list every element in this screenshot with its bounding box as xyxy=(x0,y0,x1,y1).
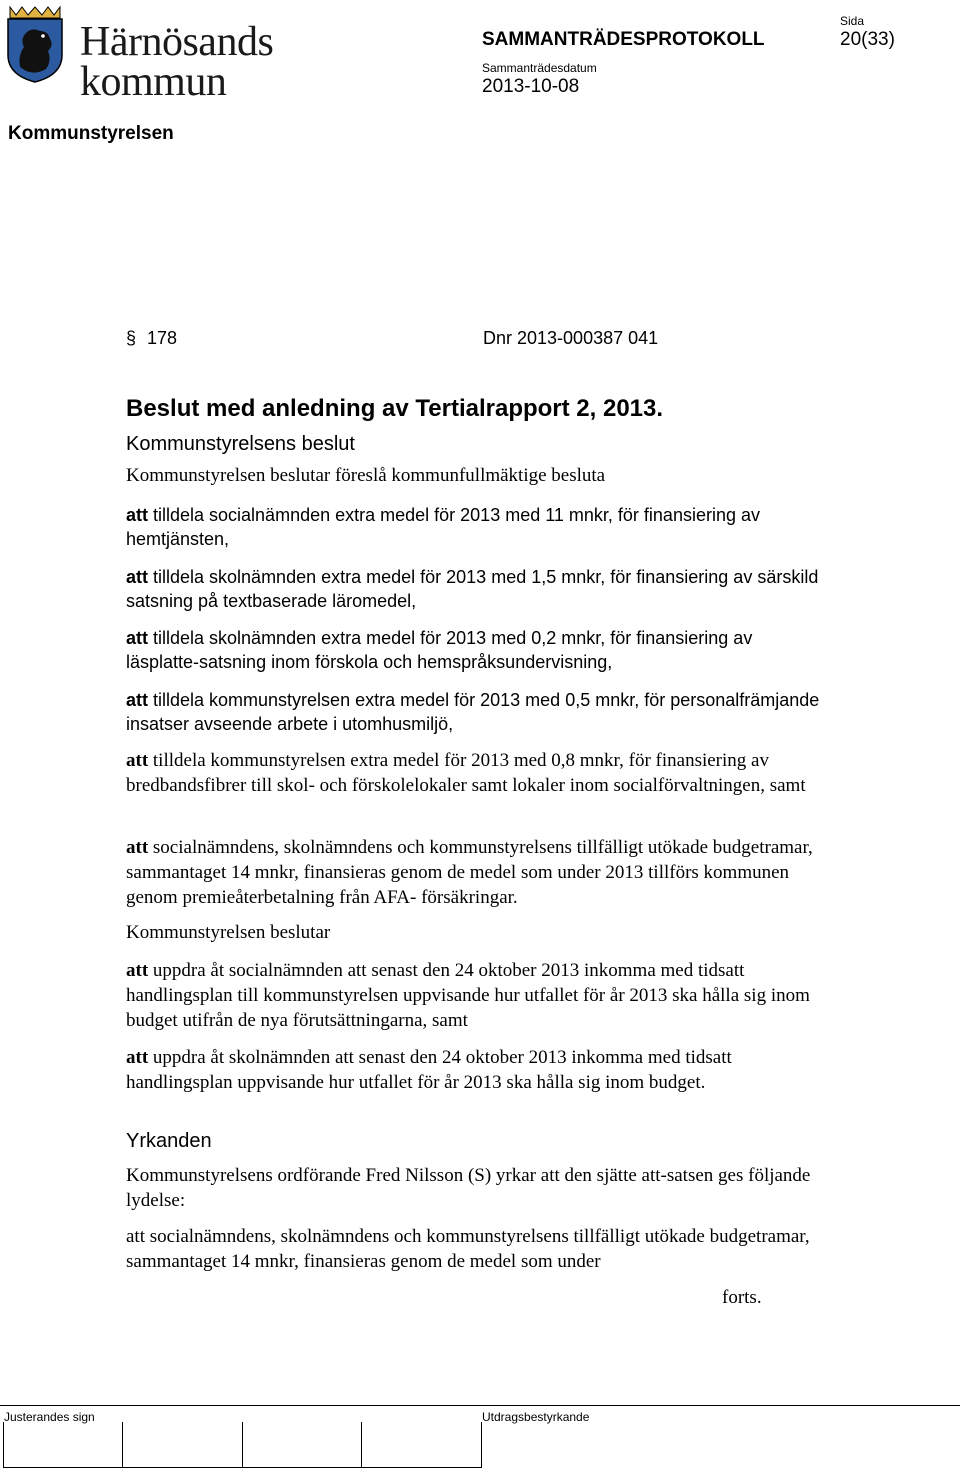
paragraph-number xyxy=(126,328,177,349)
utdragsbestyrkande-label: Utdragsbestyrkande xyxy=(482,1410,590,1424)
att-keyword: att xyxy=(126,750,149,771)
organization-name: Kommunstyrelsen xyxy=(8,123,174,144)
att-keyword: att xyxy=(126,628,148,648)
paragraph-number-value: 178 xyxy=(147,328,178,348)
att-keyword: att xyxy=(126,567,148,587)
att-keyword: att xyxy=(126,505,148,525)
case-number: Dnr 2013-000387 041 xyxy=(483,328,659,348)
decision-subheading: Kommunstyrelsens beslut xyxy=(126,433,355,455)
intro-text: Kommunstyrelsen beslutar föreslå kommunfullmäktige besluta xyxy=(126,465,606,486)
att-clause-4 xyxy=(126,688,826,736)
att-clause-text: tilldela socialnämnden extra medel för 2013 med 11 mnkr, för finansiering av hemtjänsten, xyxy=(126,505,760,549)
yrkanden-heading: Yrkanden xyxy=(126,1130,212,1152)
coat-of-arms-icon xyxy=(6,5,64,83)
page-number: 20(33) xyxy=(840,29,895,50)
att-keyword: att xyxy=(126,837,149,858)
page-label: Sida xyxy=(840,14,865,28)
att-keyword: att xyxy=(126,1047,149,1068)
att-clause-text: tilldela kommunstyrelsen extra medel för 2013 med 0,8 mnkr, för finansiering av bredbandsfibrer till skol- och förskolelokaler samt lokaler inom socialförvaltningen, samt xyxy=(126,750,806,796)
page-title: Beslut med anledning av Tertialrapport 2, 2013. xyxy=(126,395,664,422)
att-clause-1 xyxy=(126,503,826,551)
att-clause-3 xyxy=(126,626,826,674)
att-clause-text: uppdra åt socialnämnden att senast den 24 oktober 2013 inkomma med tidsatt handlingsplan till kommunstyrelsen uppvisande hur utfallet för år 2013 ska hålla sig inom budget utifrån de nya förutsättningarna, samt xyxy=(126,960,810,1031)
att-clause-text: tilldela skolnämnden extra medel för 2013 med 1,5 mnkr, för finansiering av särskild satsning på textbaserade läromedel, xyxy=(126,567,819,611)
footer-divider xyxy=(0,1405,960,1406)
att-clause-6 xyxy=(126,835,826,910)
signature-box-divider xyxy=(3,1422,4,1468)
logo-line-2: kommun xyxy=(80,59,227,105)
signature-box-bottom xyxy=(3,1467,481,1468)
municipality-logo xyxy=(80,19,274,105)
att-keyword: att xyxy=(126,960,149,981)
att-keyword: att xyxy=(126,690,148,710)
att-clause-text: uppdra åt skolnämnden att senast den 24 oktober 2013 inkomma med tidsatt handlingsplan uppvisande hur utfallet för år 2013 ska hålla sig inom budget. xyxy=(126,1047,732,1093)
att-clause-text: socialnämndens, skolnämndens och kommunstyrelsens tillfälligt utökade budgetramar, sammantaget 14 mnkr, finansieras genom de medel som under 2013 tillförs kommunen genom premieåterbetalning från AFA- försäkringar. xyxy=(126,837,813,908)
signature-box-divider xyxy=(361,1422,362,1468)
yrkanden-text: Kommunstyrelsens ordförande Fred Nilsson (S) yrkar att den sjätte att-satsen ges följande lydelse: xyxy=(126,1165,811,1211)
continued-marker: forts. xyxy=(722,1287,762,1308)
paragraph-symbol: § xyxy=(126,328,137,348)
att-clause-5 xyxy=(126,748,826,798)
protocol-title: SAMMANTRÄDESPROTOKOLL xyxy=(482,29,765,50)
att-clause-7 xyxy=(126,958,826,1033)
ks-decision-label: Kommunstyrelsen beslutar xyxy=(126,922,331,943)
att-clause-text: tilldela skolnämnden extra medel för 2013 med 0,2 mnkr, för finansiering av läsplatte-satsning inom förskola och hemspråksundervisning, xyxy=(126,628,753,672)
signature-box-divider xyxy=(122,1422,123,1468)
signature-box-divider xyxy=(242,1422,243,1468)
date-label: Sammanträdesdatum xyxy=(482,61,597,75)
att-clause-8 xyxy=(126,1045,826,1095)
date-value: 2013-10-08 xyxy=(482,76,580,97)
justerandes-sign-label: Justerandes sign xyxy=(4,1410,95,1424)
att-clause-text: tilldela kommunstyrelsen extra medel för 2013 med 0,5 mnkr, för personalfrämjande insatser avseende arbete i utomhusmiljö, xyxy=(126,690,820,734)
logo-line-1: Härnösands xyxy=(80,19,274,65)
att-clause-2 xyxy=(126,565,826,613)
quoted-clause: att socialnämndens, skolnämndens och kommunstyrelsens tillfälligt utökade budgetramar, sammantaget 14 mnkr, finansieras genom de medel som under xyxy=(126,1226,810,1272)
signature-box-divider xyxy=(481,1422,482,1468)
